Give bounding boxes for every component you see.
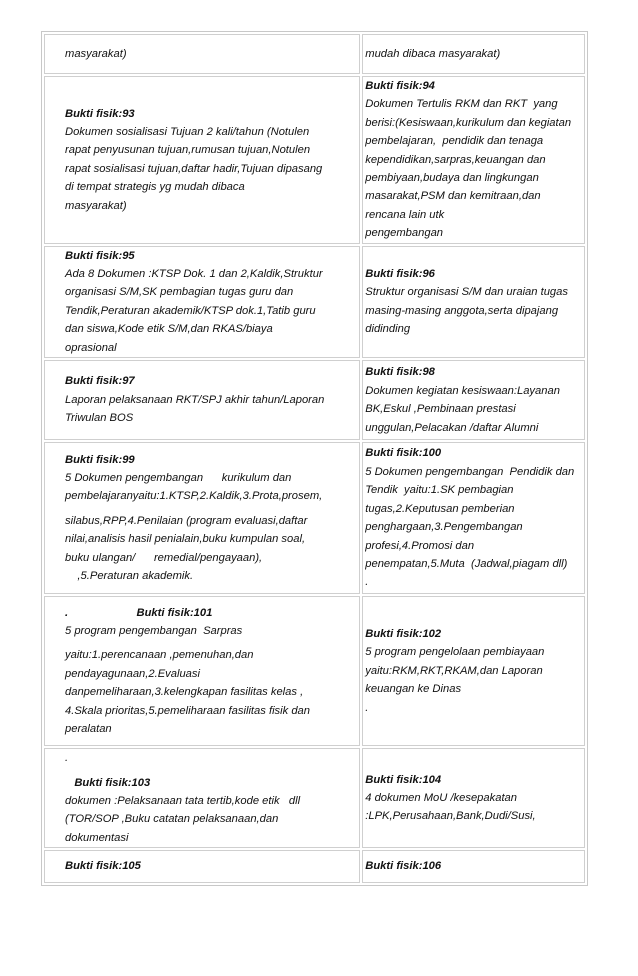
evidence-text-line: Tendik yaitu:1.SK pembagian bbox=[365, 484, 514, 497]
evidence-text-line: peralatan bbox=[65, 723, 112, 736]
evidence-text-line: keuangan ke Dinas bbox=[365, 683, 462, 696]
evidence-title: Bukti fisik:102 bbox=[365, 628, 442, 641]
evidence-title: Bukti fisik:99 bbox=[65, 453, 135, 466]
evidence-title: Bukti fisik:104 bbox=[365, 773, 442, 786]
evidence-title: Bukti fisik:94 bbox=[365, 80, 435, 92]
evidence-text-line: pembelajaran, pendidik dan tenaga bbox=[365, 135, 544, 148]
evidence-text-line: di tempat strategis yg mudah dibaca bbox=[65, 181, 245, 194]
evidence-text-line: ,5.Peraturan akademik. bbox=[65, 570, 194, 583]
evidence-text-line: Triwulan BOS bbox=[65, 412, 134, 425]
evidence-text-line: pembelajaranyaitu:1.KTSP,2.Kaldik,3.Prota,prosem, bbox=[65, 490, 323, 503]
left-cell bbox=[44, 34, 360, 74]
evidence-text-line: 4 dokumen MoU /kesepakatan bbox=[365, 791, 517, 804]
table-row bbox=[44, 442, 585, 594]
evidence-text-line: Laporan pelaksanaan RKT/SPJ akhir tahun/Laporan bbox=[65, 393, 325, 406]
evidence-text-line: 5 program pengembangan Sarpras bbox=[65, 625, 243, 638]
evidence-text-line: tugas,2.Keputusan pemberian bbox=[365, 502, 515, 515]
evidence-title: Bukti fisik:95 bbox=[65, 249, 135, 262]
evidence-text-line: . bbox=[365, 576, 369, 589]
evidence-text-line: masarakat,PSM dan kemitraan,dan bbox=[365, 190, 541, 203]
table-row bbox=[44, 850, 585, 883]
table-row bbox=[44, 34, 585, 74]
evidence-text-line: Tendik,Peraturan akademik/KTSP dok.1,Tatib guru bbox=[65, 304, 316, 317]
evidence-text-line: . Bukti fisik:101 bbox=[65, 606, 213, 619]
evidence-title: Bukti fisik:98 bbox=[365, 366, 435, 379]
evidence-text-line: danpemeliharaan,3.kelengkapan fasilitas kelas , bbox=[65, 686, 304, 699]
evidence-text-line: organisasi S/M,SK pembagian tugas guru dan bbox=[65, 286, 294, 299]
evidence-text-line: Ada 8 Dokumen :KTSP Dok. 1 dan 2,Kaldik,Struktur bbox=[65, 268, 323, 281]
table-row bbox=[44, 360, 585, 440]
right-cell bbox=[362, 442, 585, 594]
evidence-text-line: rencana lain utk bbox=[365, 208, 445, 221]
left-cell bbox=[44, 596, 360, 746]
table-row bbox=[44, 76, 585, 244]
evidence-text-line: masing-masing anggota,serta dipajang bbox=[365, 304, 559, 317]
evidence-title: Bukti fisik:100 bbox=[365, 447, 442, 460]
right-cell bbox=[362, 34, 585, 74]
evidence-text-line: rapat sosialisasi tujuan,daftar hadir,Tujuan dipasang bbox=[65, 162, 323, 175]
evidence-text-line: kependidikan,sarpras,keuangan dan bbox=[365, 153, 546, 166]
evidence-text-line: dan siswa,Kode etik S/M,dan RKAS/biaya bbox=[65, 323, 273, 336]
right-cell bbox=[362, 748, 585, 848]
evidence-text-line: masyarakat) bbox=[65, 199, 127, 212]
right-cell bbox=[362, 596, 585, 746]
evidence-title: Bukti fisik:97 bbox=[65, 375, 135, 388]
evidence-table bbox=[41, 31, 588, 886]
evidence-title: Bukti fisik:105 bbox=[65, 860, 141, 873]
evidence-text-line: Dokumen Tertulis RKM dan RKT yang bbox=[365, 98, 558, 111]
table-row bbox=[44, 596, 585, 746]
left-cell bbox=[44, 748, 360, 848]
right-cell bbox=[362, 850, 585, 883]
evidence-title: Bukti fisik:93 bbox=[65, 107, 135, 120]
evidence-text-line: oprasional bbox=[65, 341, 117, 354]
evidence-text-line: pengembangan bbox=[365, 227, 444, 240]
evidence-text-line: Dokumen kegiatan kesiswaan:Layanan bbox=[365, 384, 560, 397]
evidence-text-line: (TOR/SOP ,Buku catatan pelaksanaan,dan bbox=[65, 813, 279, 826]
evidence-text-line: 5 program pengelolaan pembiayaan bbox=[365, 646, 545, 659]
left-cell bbox=[44, 360, 360, 440]
evidence-text-line: didinding bbox=[365, 323, 411, 336]
evidence-text-line: mudah dibaca masyarakat) bbox=[365, 47, 501, 60]
evidence-text-line: . bbox=[65, 752, 69, 765]
evidence-text-line: yaitu:RKM,RKT,RKAM,dan Laporan bbox=[365, 664, 543, 677]
evidence-text-line: Bukti fisik:103 bbox=[65, 776, 151, 789]
evidence-text-line: :LPK,Perusahaan,Bank,Dudi/Susi, bbox=[365, 810, 536, 823]
table-row bbox=[44, 246, 585, 358]
right-cell bbox=[362, 76, 585, 244]
evidence-text-line: rapat penyusunan tujuan,rumusan tujuan,Notulen bbox=[65, 144, 311, 157]
evidence-table-body bbox=[44, 34, 585, 883]
left-cell bbox=[44, 76, 360, 244]
evidence-text-line: penghargaan,3.Pengembangan bbox=[365, 521, 523, 534]
evidence-text-line: silabus,RPP,4.Penilaian (program evaluasi,daftar bbox=[65, 514, 308, 527]
evidence-text-line: dokumentasi bbox=[65, 831, 129, 844]
evidence-text-line: 5 Dokumen pengembangan kurikulum dan bbox=[65, 472, 292, 485]
evidence-text-line: masyarakat) bbox=[65, 47, 127, 60]
left-cell bbox=[44, 246, 360, 358]
evidence-text-line: pendayagunaan,2.Evaluasi bbox=[65, 667, 200, 680]
right-cell bbox=[362, 360, 585, 440]
left-cell bbox=[44, 442, 360, 594]
evidence-text-line: dokumen :Pelaksanaan tata tertib,kode etik dll bbox=[65, 794, 301, 807]
right-cell bbox=[362, 246, 585, 358]
evidence-text-line: Dokumen sosialisasi Tujuan 2 kali/tahun (Notulen bbox=[65, 126, 310, 139]
evidence-text-line: yaitu:1.perencanaan ,pemenuhan,dan bbox=[65, 649, 254, 662]
evidence-text-line: 4.Skala prioritas,5.pemeliharaan fasilitas fisik dan bbox=[65, 704, 311, 717]
evidence-text-line: penempatan,5.Muta (Jadwal,piagam dll) bbox=[365, 557, 568, 570]
evidence-text-line: Struktur organisasi S/M dan uraian tugas bbox=[365, 286, 568, 299]
evidence-text-line: 5 Dokumen pengembangan Pendidik dan bbox=[365, 465, 575, 478]
evidence-title: Bukti fisik:106 bbox=[365, 860, 442, 873]
evidence-text-line: buku ulangan/ remedial/pengayaan), bbox=[65, 551, 263, 564]
evidence-text-line: . bbox=[365, 701, 369, 714]
evidence-text-line: profesi,4.Promosi dan bbox=[365, 539, 475, 552]
evidence-text-line: BK,Eskul ,Pembinaan prestasi bbox=[365, 403, 516, 416]
left-cell bbox=[44, 850, 360, 883]
evidence-text-line: pembiyaan,budaya dan lingkungan bbox=[365, 172, 539, 185]
evidence-text-line: berisi:(Kesiswaan,kurikulum dan kegiatan bbox=[365, 116, 572, 129]
evidence-title: Bukti fisik:96 bbox=[365, 268, 435, 281]
evidence-text-line: unggulan,Pelacakan /daftar Alumni bbox=[365, 421, 539, 434]
table-row bbox=[44, 748, 585, 848]
evidence-text-line: nilai,analisis hasil penialain,buku kumpulan soal, bbox=[65, 533, 306, 546]
